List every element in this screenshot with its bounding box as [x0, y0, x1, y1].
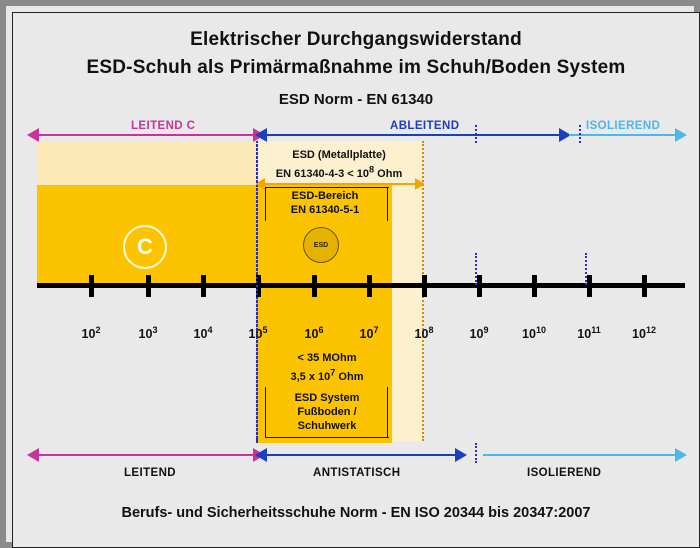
- arrow-bottom-leitend: [37, 454, 259, 456]
- diagram-canvas: [12, 12, 700, 548]
- axis-tick-7: [367, 275, 372, 297]
- norm-title: ESD Norm - EN 61340: [278, 91, 434, 108]
- axis-tick-2: [89, 275, 94, 297]
- arrow-bottom-antistatisch-head-right: [455, 448, 467, 462]
- axis-label-3: $10^3$: [138, 325, 158, 342]
- annotation-esd-bereich-line2: EN 61340-5-1: [290, 204, 360, 216]
- annotation-metalplate-line1: ESD (Metallplatte): [292, 149, 386, 161]
- arrow-metalplate-range: [263, 183, 418, 185]
- axis-tick-3: [146, 275, 151, 297]
- arrow-bottom-antistatisch-head-left: [255, 448, 267, 462]
- annotation-value-line2: 3,5 x $10^7$ Ohm: [290, 367, 364, 383]
- arrow-bottom-isolierend: [483, 454, 679, 456]
- zone-label-top-2: ISOLIEREND: [586, 120, 661, 132]
- annotation-system: [265, 391, 389, 433]
- axis-tick-11: [587, 275, 592, 297]
- annotation-value-line1: < 35 MOhm: [297, 352, 357, 364]
- axis-tick-8: [422, 275, 427, 297]
- zone-label-top-0: LEITEND C: [131, 120, 196, 132]
- axis-label-4: $10^4$: [193, 325, 213, 342]
- axis-label-7: $10^7$: [359, 325, 379, 342]
- axis-label-12: $10^{12}$: [632, 325, 656, 342]
- arrow-bottom-leitend-head-left: [27, 448, 39, 462]
- conductive-c-symbol: C: [123, 225, 167, 269]
- zone-label-bottom-1: ANTISTATISCH: [313, 467, 401, 479]
- axis-tick-10: [532, 275, 537, 297]
- metalplate-exponent: 8: [369, 164, 375, 174]
- axis-tick-9: [477, 275, 482, 297]
- footer-note: Berufs- und Sicherheitsschuhe Norm - EN ISO 20344 bis 20347:2007: [121, 505, 591, 521]
- axis-label-9: $10^9$: [469, 325, 489, 342]
- arrow-top-ableitend: [263, 134, 563, 136]
- axis-label-11: $10^{11}$: [577, 325, 601, 342]
- divider-9: [475, 253, 477, 285]
- annotation-value: [265, 351, 389, 384]
- axis-label-5: $10^5$: [248, 325, 268, 342]
- bracket-system-left: [265, 387, 266, 437]
- divider-top-2: [579, 125, 581, 143]
- divider-bottom-1: [475, 443, 477, 463]
- arrow-bottom-antistatisch: [263, 454, 459, 456]
- arrow-top-isolierend: [569, 134, 679, 136]
- value-exponent: 7: [330, 367, 336, 377]
- esd-symbol: ESD: [303, 227, 339, 263]
- arrow-top-ableitend-head-left: [255, 128, 267, 142]
- divider-top-1: [475, 125, 477, 143]
- page-subtitle: ESD-Schuh als Primärmaßnahme im Schuh/Boden System: [86, 57, 626, 78]
- arrow-top-isolierend-head-right: [675, 128, 687, 142]
- axis-tick-6: [312, 275, 317, 297]
- bracket-system-right: [387, 387, 388, 437]
- divider-column-left: [256, 141, 258, 443]
- annotation-system-line2: Fußboden /: [297, 406, 357, 418]
- zone-label-bottom-0: LEITEND: [124, 467, 176, 479]
- bracket-esd-bereich-left: [265, 187, 266, 221]
- page-title: Elektrischer Durchgangswiderstand: [190, 29, 522, 50]
- arrow-bottom-isolierend-head-right: [675, 448, 687, 462]
- bracket-esd-bereich-top: [265, 187, 389, 188]
- annotation-metalplate: [249, 148, 429, 181]
- axis-label-10: $10^{10}$: [522, 325, 546, 342]
- bracket-esd-bereich-right: [387, 187, 388, 221]
- axis-tick-4: [201, 275, 206, 297]
- annotation-esd-bereich-line1: ESD-Bereich: [291, 190, 359, 202]
- axis-label-6: $10^6$: [304, 325, 324, 342]
- bracket-system-bottom: [265, 437, 389, 438]
- axis-label-8: $10^8$: [414, 325, 434, 342]
- annotation-esd-bereich: [265, 189, 385, 217]
- arrow-top-leitend: [37, 134, 259, 136]
- zone-label-bottom-2: ISOLIEREND: [527, 467, 602, 479]
- axis-tick-12: [642, 275, 647, 297]
- divider-11: [585, 253, 587, 285]
- axis-label-2: $10^2$: [81, 325, 101, 342]
- zone-label-top-1: ABLEITEND: [390, 120, 460, 132]
- annotation-metalplate-line2: EN $61340-4-3 < 10^8$ Ohm: [275, 164, 403, 180]
- arrow-top-leitend-head-left: [27, 128, 39, 142]
- arrow-metalplate-head-right: [415, 178, 425, 190]
- annotation-system-line1: ESD System: [294, 392, 360, 404]
- annotation-system-line3: Schuhwerk: [297, 420, 357, 432]
